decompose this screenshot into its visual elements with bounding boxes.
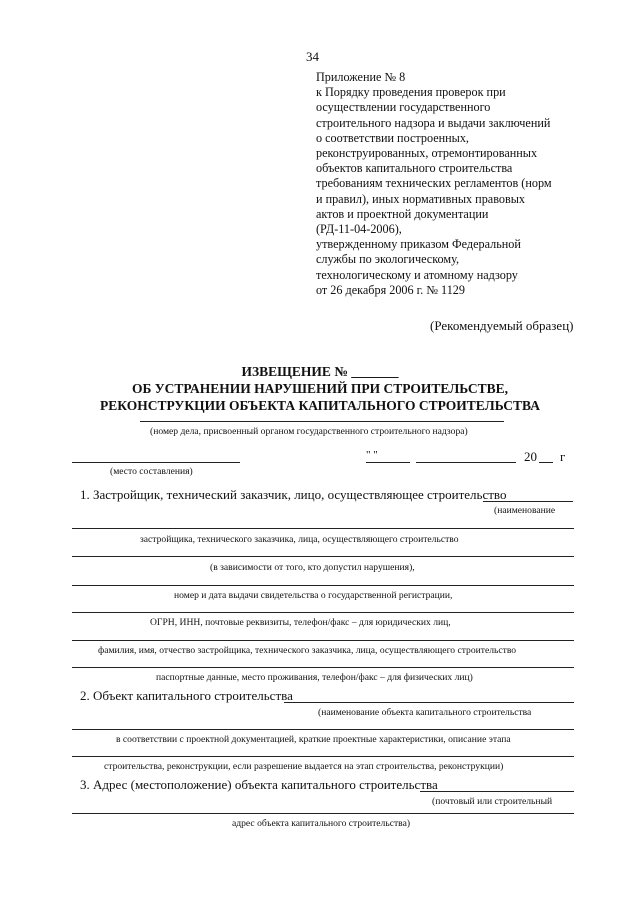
- sample-label: (Рекомендуемый образец): [430, 318, 574, 333]
- place-caption: (место составления): [110, 466, 193, 477]
- section1-line-1[interactable]: [72, 528, 574, 529]
- notice-title: ИЗВЕЩЕНИЕ № _______: [241, 364, 399, 379]
- case-number-caption: (номер дела, присвоенный органом государственного строительного надзора): [150, 426, 468, 437]
- case-number-line[interactable]: [140, 421, 504, 422]
- appendix-line: к Порядку проведения проверок при: [316, 85, 506, 100]
- year-prefix: 20: [524, 449, 537, 464]
- place-line[interactable]: [72, 462, 240, 463]
- appendix-line: строительного надзора и выдачи заключений: [316, 115, 551, 130]
- appendix-line: реконструированных, отремонтированных: [316, 146, 538, 161]
- appendix-line: и правил), иных нормативных правовых: [316, 191, 526, 206]
- section3-line-1[interactable]: [72, 813, 574, 814]
- appendix-line: (РД-11-04-2006),: [316, 222, 402, 237]
- section1-line-2[interactable]: [72, 556, 574, 557]
- year-line[interactable]: [539, 462, 553, 463]
- section1-caption: (наименование: [494, 505, 556, 516]
- section1-label: 1. Застройщик, технический заказчик, лицо, осуществляющее строительство: [80, 487, 507, 502]
- appendix-line: службы по экологическому,: [316, 252, 459, 267]
- appendix-line: технологическому и атомному надзору: [316, 267, 518, 282]
- section2-line-0[interactable]: [284, 702, 574, 703]
- notice-subtitle-1: ОБ УСТРАНЕНИИ НАРУШЕНИЙ ПРИ СТРОИТЕЛЬСТВЕ,: [131, 381, 509, 396]
- section2-caption: строительства, реконструкции, если разрешение выдается на этап строительства, реконструкции): [104, 761, 504, 772]
- section1-caption: застройщика, технического заказчика, лица, осуществляющего строительство: [140, 534, 459, 545]
- section1-line-5[interactable]: [72, 640, 574, 641]
- section2-caption: (наименование объекта капитального строительства: [318, 707, 532, 718]
- appendix-line: актов и проектной документации: [316, 206, 489, 221]
- day-line[interactable]: [366, 462, 410, 463]
- appendix-line: осуществлении государственного: [316, 100, 491, 115]
- section3-caption: (почтовый или строительный: [432, 796, 553, 807]
- appendix-line: о соответствии построенных,: [316, 130, 469, 145]
- section1-caption: паспортные данные, место проживания, телефон/факс – для физических лиц): [156, 672, 473, 683]
- section3-label: 3. Адрес (местоположение) объекта капитального строительства: [80, 777, 438, 792]
- section2-line-1[interactable]: [72, 729, 574, 730]
- section1-line-4[interactable]: [72, 612, 574, 613]
- section1-line-6[interactable]: [72, 667, 574, 668]
- section2-label: 2. Объект капитального строительства: [80, 688, 293, 703]
- section2-caption: в соответствии с проектной документацией, краткие проектные характеристики, описание этапа: [116, 734, 511, 745]
- appendix-line: утвержденному приказом Федеральной: [316, 237, 521, 252]
- section1-caption: фамилия, имя, отчество застройщика, технического заказчика, лица, осуществляющего строительство: [98, 645, 517, 656]
- appendix-line: от 26 декабря 2006 г. № 1129: [316, 282, 465, 297]
- section1-caption: номер и дата выдачи свидетельства о государственной регистрации,: [174, 590, 453, 601]
- appendix-line: объектов капитального строительства: [316, 161, 513, 176]
- year-suffix: г: [560, 449, 566, 464]
- section1-caption: ОГРН, ИНН, почтовые реквизиты, телефон/факс – для юридических лиц,: [150, 617, 451, 628]
- section1-line-3[interactable]: [72, 585, 574, 586]
- section3-caption: адрес объекта капитального строительства): [232, 818, 411, 829]
- date-quote-marks: " ": [366, 449, 378, 461]
- month-line[interactable]: [416, 462, 516, 463]
- section3-line-0[interactable]: [420, 791, 574, 792]
- section2-line-2[interactable]: [72, 756, 574, 757]
- page-number: 34: [306, 49, 319, 64]
- notice-subtitle-2: РЕКОНСТРУКЦИИ ОБЪЕКТА КАПИТАЛЬНОГО СТРОИТЕЛЬСТВА: [100, 398, 540, 413]
- appendix-line: Приложение № 8: [316, 70, 406, 84]
- appendix-line: требованиям технических регламентов (норм: [316, 176, 552, 191]
- section1-line-0[interactable]: [483, 501, 573, 502]
- appendix-reference: [316, 70, 552, 298]
- section1-caption: (в зависимости от того, кто допустил нарушения),: [210, 562, 415, 573]
